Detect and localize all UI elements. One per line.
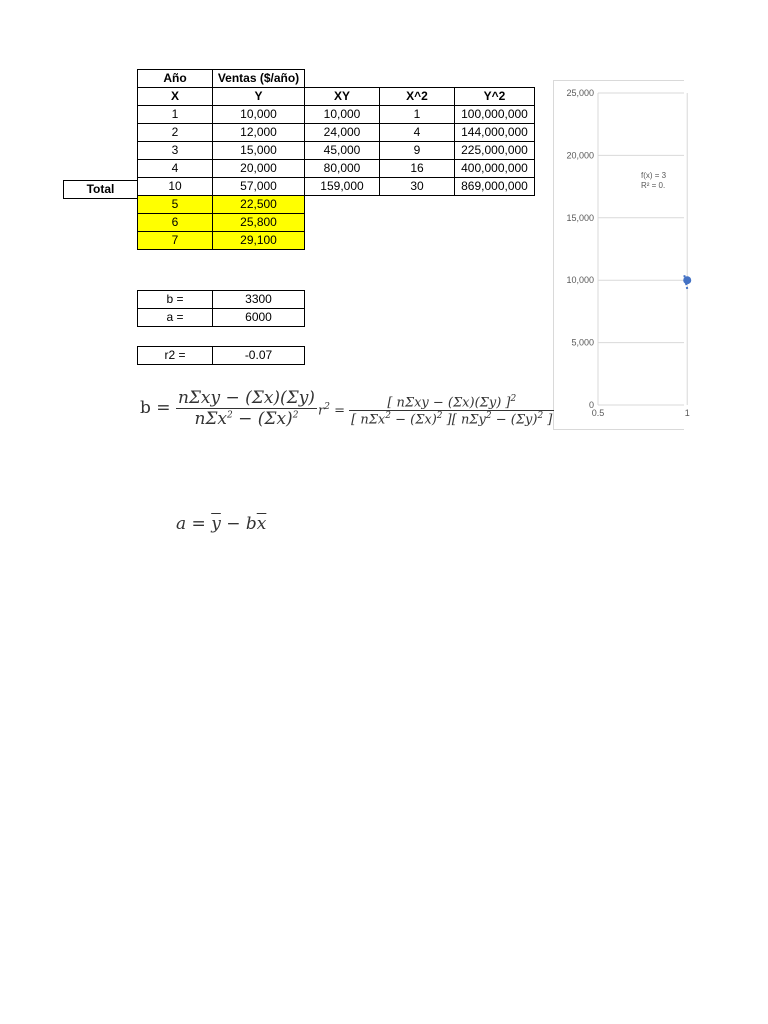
y-tick-label: 0 <box>588 400 594 410</box>
cell[interactable]: 1 <box>138 106 213 124</box>
cell[interactable]: 7 <box>138 232 213 250</box>
cell[interactable]: 25,800 <box>213 214 305 232</box>
r2-value[interactable]: -0.07 <box>212 346 305 365</box>
r2-label[interactable]: r2 = <box>137 346 213 365</box>
table-row <box>138 142 535 160</box>
cell[interactable]: 400,000,000 <box>455 160 535 178</box>
y-tick-label: 10,000 <box>566 275 594 286</box>
empty-cell <box>455 70 535 88</box>
table-row <box>138 124 535 142</box>
y-tick-label: 15,000 <box>566 212 594 223</box>
header-ano[interactable]: Año <box>138 70 213 88</box>
a-label[interactable]: a = <box>137 308 213 327</box>
chart-svg <box>554 81 690 429</box>
cell[interactable]: 12,000 <box>213 124 305 142</box>
cell[interactable]: 9 <box>380 142 455 160</box>
cell[interactable]: 144,000,000 <box>455 124 535 142</box>
cell[interactable]: 45,000 <box>305 142 380 160</box>
cell[interactable]: 1 <box>380 106 455 124</box>
forecast-row <box>138 232 535 250</box>
cell[interactable]: 3 <box>138 142 213 160</box>
header-xy[interactable]: XY <box>305 88 380 106</box>
header-ventas[interactable]: Ventas ($/año) <box>213 70 305 88</box>
cell[interactable]: 20,000 <box>213 160 305 178</box>
data-point <box>683 276 691 284</box>
a-value[interactable]: 6000 <box>212 308 305 327</box>
cell[interactable]: 2 <box>138 124 213 142</box>
cell[interactable]: 100,000,000 <box>455 106 535 124</box>
cell[interactable]: 4 <box>138 160 213 178</box>
trendline-equation: f(x) = 3 <box>641 171 667 180</box>
cell[interactable]: 10,000 <box>213 106 305 124</box>
cell[interactable]: 10 <box>138 178 213 196</box>
cell[interactable]: 5 <box>138 196 213 214</box>
data-table <box>137 69 535 250</box>
header-x2[interactable]: X^2 <box>380 88 455 106</box>
cell[interactable]: 159,000 <box>305 178 380 196</box>
table-row <box>138 106 535 124</box>
cell[interactable]: 24,000 <box>305 124 380 142</box>
cell[interactable]: 16 <box>380 160 455 178</box>
header-y[interactable]: Y <box>213 88 305 106</box>
header-y2[interactable]: Y^2 <box>455 88 535 106</box>
b-label[interactable]: b = <box>137 290 213 309</box>
y-tick-label: 20,000 <box>566 150 594 161</box>
cell[interactable]: 4 <box>380 124 455 142</box>
cell[interactable]: 22,500 <box>213 196 305 214</box>
cell[interactable]: 30 <box>380 178 455 196</box>
scatter-chart[interactable] <box>553 80 690 430</box>
y-tick-label: 5,000 <box>571 337 594 348</box>
x-tick-label: 0.5 <box>591 408 605 418</box>
empty-cell <box>380 70 455 88</box>
trendline-equation: R² = 0. <box>641 181 666 190</box>
cell[interactable]: 57,000 <box>213 178 305 196</box>
total-row <box>138 178 535 196</box>
cell[interactable]: 6 <box>138 214 213 232</box>
formula-b: b = $\frac{\text{nΣxy − (Σx)(Σy)}}{n\Sigma x^2 - (\Sigma x)^2}$ <box>140 388 315 429</box>
cell[interactable]: 80,000 <box>305 160 380 178</box>
table-row <box>138 160 535 178</box>
cell[interactable]: 29,100 <box>213 232 305 250</box>
forecast-row <box>138 214 535 232</box>
total-label[interactable]: Total <box>63 180 138 199</box>
header-x[interactable]: X <box>138 88 213 106</box>
cell[interactable]: 10,000 <box>305 106 380 124</box>
y-tick-label: 25,000 <box>566 88 594 98</box>
cell[interactable]: 15,000 <box>213 142 305 160</box>
formula-a: $a = \overline{y} - b\overline{x}$ <box>176 514 267 534</box>
cell[interactable]: 869,000,000 <box>455 178 535 196</box>
b-value[interactable]: 3300 <box>212 290 305 309</box>
empty-cell <box>305 70 380 88</box>
formula-r2: $r^2$ = $\frac{[ n\Sigma xy - (\Sigma x)(\Sigma y) ]^2}{[ n\Sigma x^2 - (\Sigma x)^2 ][ n\Sigma y^2 - (\Sigma y)^2 ]}$ <box>318 394 553 428</box>
forecast-row <box>138 196 535 214</box>
cell[interactable]: 225,000,000 <box>455 142 535 160</box>
x-tick-label: 1 <box>684 408 690 418</box>
